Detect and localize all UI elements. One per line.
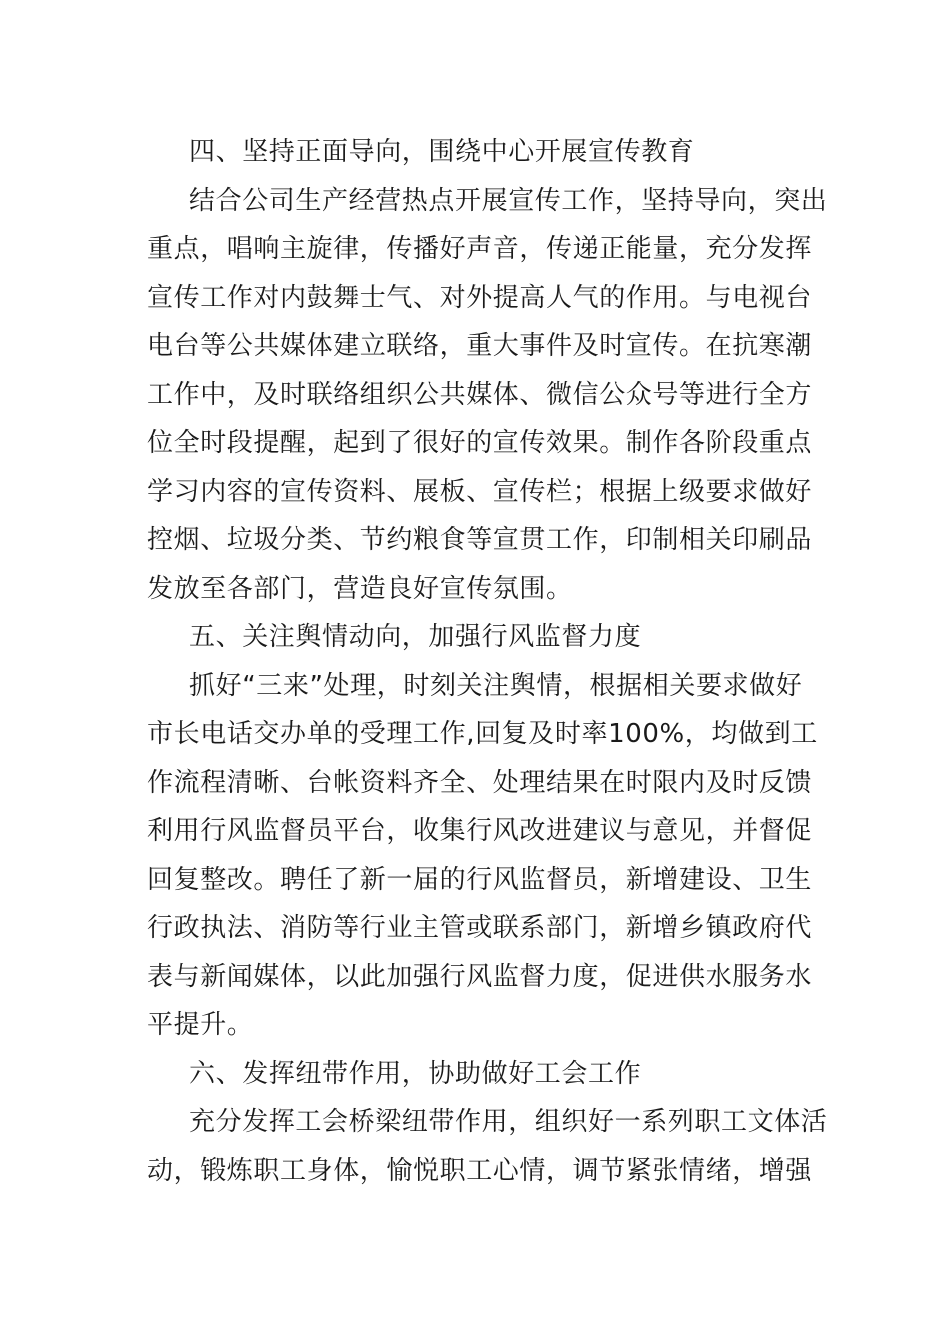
paragraph-line: 学习内容的宣传资料、展板、宣传栏；根据上级要求做好: [147, 476, 813, 507]
paragraph-line: 行政执法、消防等行业主管或联系部门，新增乡镇政府代: [147, 913, 813, 943]
paragraph-line: 电台等公共媒体建立联络，重大事件及时宣传。在抗寒潮: [147, 331, 813, 361]
paragraph-line: 表与新闻媒体，以此加强行风监督力度，促进供水服务水: [147, 961, 813, 992]
paragraph-line: 宣传工作对内鼓舞士气、对外提高人气的作用。与电视台: [147, 282, 813, 313]
paragraph-line: 动，锻炼职工身体，愉悦职工心情，调节紧张情绪，增强: [147, 1155, 813, 1186]
paragraph-line: 重点，唱响主旋律，传播好声音，传递正能量，充分发挥: [147, 234, 813, 264]
paragraph-line: 工作中，及时联络组织公共媒体、微信公众号等进行全方: [147, 379, 813, 410]
paragraph-line: 充分发挥工会桥梁纽带作用，组织好一系列职工文体活: [189, 1107, 828, 1137]
paragraph-line: 抓好“三来”处理，时刻关注舆情，根据相关要求做好: [189, 670, 803, 701]
paragraph-line: 作流程清晰、台帐资料齐全、处理结果在时限内及时反馈: [147, 767, 813, 798]
document-body: [147, 128, 828, 1195]
section-heading-4: 四、坚持正面导向，围绕中心开展宣传教育: [189, 137, 695, 167]
paragraph-line: 利用行风监督员平台，收集行风改进建议与意见，并督促: [147, 816, 813, 846]
section-heading-6: 六、发挥纽带作用，协助做好工会工作: [189, 1058, 642, 1089]
paragraph-line: 发放至各部门，营造良好宣传氛围。: [147, 573, 573, 604]
paragraph-line: 市长电话交办单的受理工作,回复及时率100%，均做到工: [147, 719, 818, 749]
paragraph-line: 结合公司生产经营热点开展宣传工作，坚持导向，突出: [189, 185, 828, 216]
paragraph-line: 位全时段提醒，起到了很好的宣传效果。制作各阶段重点: [147, 428, 813, 458]
section-heading-5: 五、关注舆情动向，加强行风监督力度: [189, 622, 642, 652]
paragraph-line: 回复整改。聘任了新一届的行风监督员，新增建设、卫生: [147, 864, 813, 895]
paragraph-line: 平提升。: [147, 1010, 254, 1040]
paragraph-line: 控烟、垃圾分类、节约粮食等宣贯工作，印制相关印刷品: [147, 525, 813, 555]
